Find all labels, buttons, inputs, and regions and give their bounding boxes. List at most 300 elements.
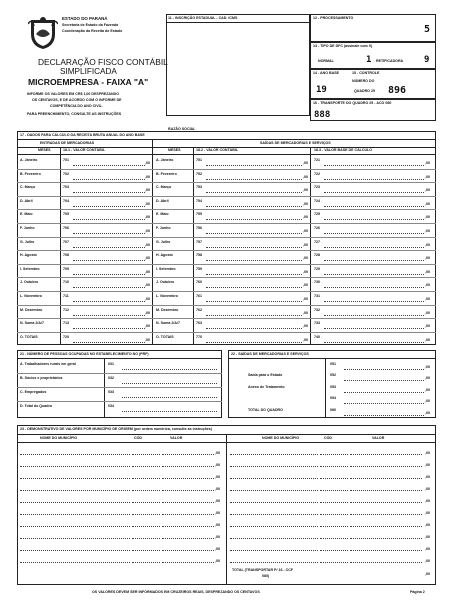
municipio-code-field[interactable] — [132, 526, 160, 527]
municipio-zero-2: ,00 — [425, 511, 430, 515]
base-calculo-zero: ,00 — [425, 229, 430, 233]
saida-month-label: M. Dezembro — [156, 307, 179, 312]
base-calculo-zero: ,00 — [425, 242, 430, 247]
saidas-row-code: 080 — [330, 407, 336, 412]
saidas-row-label: Anexo de Tratamento — [248, 384, 285, 389]
saida-value-field[interactable] — [206, 287, 302, 288]
municipio-code-field[interactable] — [132, 490, 160, 491]
municipio-name-field-2[interactable] — [230, 466, 318, 467]
entrada-month-label: E. Maio — [20, 212, 33, 217]
section22-title: 22 - SAÍDAS DE MERCADORIAS E SERVIÇOS — [231, 352, 309, 356]
section23-title: 23 - DEMONSTRATIVO DE VALORES POR MUNICÍPIO DE ORIGEM (por ordem numérica, consulte as instruções) — [20, 427, 212, 431]
municipio-value-field-2[interactable] — [350, 538, 422, 539]
entrada-code: 706 — [63, 226, 69, 230]
saidas-zero: ,00 — [425, 387, 430, 392]
entrada-code: 708 — [63, 253, 69, 258]
entrada-code: 703 — [63, 185, 69, 190]
saida-value-field[interactable] — [206, 206, 302, 207]
col-valor-contabil2: 18.2 - VALOR CONTÁBIL — [196, 148, 239, 152]
entrada-zero: ,00 — [145, 297, 150, 301]
total-label: TOTAL (TRANSPORTAR P/ 16 - CCF — [232, 568, 294, 572]
entrada-zero: ,00 — [145, 201, 150, 206]
saida-month-label: B. Fevereiro — [156, 171, 177, 176]
municipio-zero: ,00 — [215, 499, 220, 503]
municipio-value-field[interactable] — [162, 502, 214, 503]
entrada-value-field[interactable] — [73, 274, 145, 275]
base-calculo-code: 722 — [314, 171, 320, 176]
base-calculo-zero: ,00 — [425, 337, 430, 342]
row-divider — [17, 373, 222, 374]
municipio-zero: ,00 — [215, 559, 220, 563]
base-calculo-zero: ,00 — [425, 324, 430, 329]
entrada-code: 701 — [63, 158, 69, 162]
entrada-month-label: N. Soma 2/A/7 — [20, 321, 44, 326]
saidas-zero: ,00 — [425, 399, 430, 404]
entrada-code: 710 — [63, 280, 69, 285]
municipio-zero-2: ,00 — [425, 547, 430, 551]
base-calculo-field[interactable] — [324, 260, 424, 261]
saidas-row-code: 054 — [330, 396, 336, 401]
base-calculo-zero: ,00 — [425, 297, 430, 301]
base-calculo-code: 724 — [314, 198, 320, 203]
municipio-value-field-2[interactable] — [350, 562, 422, 563]
box13-label: 13 - TIPO DE DFC (assinale com X) — [313, 44, 373, 48]
row-divider — [17, 196, 436, 197]
saidas-value-field[interactable] — [344, 380, 424, 381]
municipio-value-field[interactable] — [162, 538, 214, 539]
entrada-month-label: B. Fevereiro — [20, 171, 41, 176]
saida-month-label: D. Abril — [156, 198, 169, 203]
box11-label: 11 - INSCRIÇÃO ESTADUAL - CAD. ICMS — [168, 16, 238, 20]
base-calculo-field[interactable] — [324, 233, 424, 234]
municipio-value-field[interactable] — [162, 478, 214, 479]
base-calculo-code: 723 — [314, 185, 320, 190]
entrada-value-field[interactable] — [73, 233, 145, 234]
municipio-name-field[interactable] — [20, 526, 130, 527]
saida-value-field[interactable] — [206, 328, 302, 329]
col-nome-municipio2: NOME DO MUNICÍPIO — [262, 436, 300, 440]
base-calculo-field[interactable] — [324, 165, 424, 166]
base-calculo-field[interactable] — [324, 206, 424, 207]
saida-code: 770 — [196, 334, 202, 339]
entrada-value-field[interactable] — [73, 247, 145, 248]
entrada-zero: ,00 — [145, 310, 150, 315]
footer-text: OS VALORES DEVEM SER INFORMADOS EM CRUZEIROS REAIS, DESPREZANDO OS CENTAVOS — [92, 590, 260, 594]
saidas-value-field[interactable] — [344, 415, 424, 416]
entrada-month-label: G. Julho — [20, 239, 35, 244]
saida-value-field[interactable] — [206, 342, 302, 343]
base-calculo-zero: ,00 — [425, 283, 430, 288]
municipio-code-field[interactable] — [132, 514, 160, 515]
pessoas-value-field[interactable] — [122, 369, 217, 370]
municipio-zero-2: ,00 — [425, 463, 430, 467]
row-divider — [17, 223, 436, 224]
municipio-code-field-2[interactable] — [320, 526, 348, 527]
saida-code: 753 — [196, 185, 202, 190]
form-title-line3: MICROEMPRESA - FAIXA "A" — [28, 77, 149, 87]
base-calculo-code: 728 — [314, 253, 320, 258]
saidas-header: SAÍDAS DE MERCADORIAS E SERVIÇOS — [260, 141, 331, 145]
base-calculo-zero: ,00 — [425, 161, 430, 165]
municipio-value-field[interactable] — [162, 526, 214, 527]
base-calculo-zero: ,00 — [425, 201, 430, 206]
municipio-zero: ,00 — [215, 487, 220, 491]
entrada-value-field[interactable] — [73, 287, 145, 288]
saidas-row-code: 051 — [330, 362, 336, 366]
saidas-row-code: 052 — [330, 373, 336, 378]
saida-zero: ,00 — [303, 188, 308, 193]
pessoas-value-field[interactable] — [122, 411, 217, 412]
saida-value-field[interactable] — [206, 301, 302, 302]
row-divider — [17, 305, 436, 306]
municipio-code-field-2[interactable] — [320, 490, 348, 491]
municipio-name-field-2[interactable] — [230, 478, 318, 479]
entrada-zero: ,00 — [145, 229, 150, 233]
entrada-zero: ,00 — [145, 242, 150, 247]
entrada-zero: ,00 — [145, 174, 150, 179]
municipio-value-field-2[interactable] — [350, 478, 422, 479]
col-cod: CÓD — [134, 436, 142, 440]
pessoas-row-label: A. Trabalhadores rurais em geral — [20, 362, 76, 366]
entrada-code: 713 — [63, 321, 69, 326]
entrada-code: 720 — [63, 334, 69, 339]
municipio-code-field-2[interactable] — [320, 502, 348, 503]
municipio-value-field-2[interactable] — [350, 466, 422, 467]
base-calculo-zero: ,00 — [425, 174, 430, 179]
total-sub: 080) — [262, 574, 270, 578]
col-meses: MESES — [38, 148, 51, 152]
saida-month-label: L. Novembro — [156, 294, 178, 298]
saida-zero: ,00 — [303, 283, 308, 288]
col-valor-contabil: 18.1 - VALOR CONTÁBIL — [63, 148, 106, 152]
municipio-name-field-2[interactable] — [230, 538, 318, 539]
municipio-name-field[interactable] — [20, 454, 130, 455]
municipio-zero-2: ,00 — [425, 559, 430, 563]
base-calculo-code: 726 — [314, 226, 320, 230]
municipio-value-field[interactable] — [162, 562, 214, 563]
saida-zero: ,00 — [303, 297, 308, 301]
entrada-value-field[interactable] — [73, 179, 145, 180]
row-divider — [17, 318, 436, 319]
saida-month-label: E. Maio — [156, 212, 169, 217]
saida-code: 762 — [196, 307, 202, 312]
municipio-zero: ,00 — [215, 451, 220, 455]
base-calculo-field[interactable] — [324, 192, 424, 193]
coordenacao-name: Coordenação da Receita do Estado — [62, 29, 123, 33]
saida-month-label: G. Julho — [156, 239, 171, 244]
row-divider — [17, 264, 436, 265]
row-divider — [17, 250, 436, 251]
saida-code: 751 — [196, 158, 202, 162]
municipio-value-field-2[interactable] — [350, 454, 422, 455]
saida-month-label: A. Janeiro — [156, 158, 174, 162]
municipio-code-field[interactable] — [132, 562, 160, 563]
entrada-value-field[interactable] — [73, 165, 145, 166]
municipio-value-field-2[interactable] — [350, 514, 422, 515]
municipio-zero: ,00 — [215, 535, 220, 539]
controle-value: 896 — [388, 85, 407, 96]
entrada-value-field[interactable] — [73, 219, 145, 220]
municipio-code-field-2[interactable] — [320, 466, 348, 467]
municipio-name-field[interactable] — [20, 502, 130, 503]
entradas-header: ENTRADAS DE MERCADORIAS — [40, 141, 95, 145]
inscricao-box — [166, 14, 310, 116]
saida-month-label: J. Outubro — [156, 280, 175, 285]
row-divider — [17, 277, 436, 278]
municipio-name-field-2[interactable] — [230, 550, 318, 551]
entrada-value-field[interactable] — [73, 315, 145, 316]
base-calculo-zero: ,00 — [425, 256, 430, 261]
municipio-zero-2: ,00 — [425, 451, 430, 455]
saida-value-field[interactable] — [206, 247, 302, 248]
saidas-value-field[interactable] — [344, 369, 424, 370]
base-calculo-code: 727 — [314, 239, 320, 244]
entrada-zero: ,00 — [145, 188, 150, 193]
saida-month-label: I. Setembro — [156, 266, 176, 271]
saidas-value-field[interactable] — [344, 403, 424, 404]
entrada-code: 711 — [63, 294, 69, 298]
municipio-value-field-2[interactable] — [350, 526, 422, 527]
row-divider — [17, 182, 436, 183]
entrada-month-label: D. Abril — [20, 198, 33, 203]
municipio-zero-2: ,00 — [425, 523, 430, 527]
municipio-code-field-2[interactable] — [320, 538, 348, 539]
municipio-zero: ,00 — [215, 475, 220, 479]
row-divider — [17, 401, 222, 402]
municipio-code-field-2[interactable] — [320, 550, 348, 551]
entrada-zero: ,00 — [145, 283, 150, 288]
entrada-code: 712 — [63, 307, 69, 312]
box16-value: 888 — [314, 110, 331, 120]
municipio-name-field-2[interactable] — [230, 526, 318, 527]
saida-month-label: N. Soma 2/A/7 — [156, 321, 180, 326]
municipio-name-field-2[interactable] — [230, 490, 318, 491]
entrada-month-label: I. Setembro — [20, 266, 40, 271]
saida-code: 752 — [196, 171, 202, 176]
municipio-zero-2: ,00 — [425, 499, 430, 503]
municipio-value-field[interactable] — [162, 514, 214, 515]
entrada-code: 704 — [63, 198, 69, 203]
numero-label2: QUADRO 25 — [354, 89, 375, 93]
form-title-line2: SIMPLIFICADA — [60, 67, 117, 76]
col-valor: VALOR — [170, 436, 183, 440]
col-valor-base: 18.3 - VALOR BASE DE CÁLCULO — [314, 148, 373, 152]
page-number: Página 2 — [410, 590, 425, 594]
saida-month-label: H. Agosto — [156, 253, 173, 258]
municipio-zero-2: ,00 — [425, 475, 430, 479]
base-calculo-field[interactable] — [324, 301, 424, 302]
municipio-code-field[interactable] — [132, 466, 160, 467]
municipio-name-field-2[interactable] — [230, 502, 318, 503]
entrada-month-label: A. Janeiro — [20, 158, 38, 162]
saida-value-field[interactable] — [206, 192, 302, 193]
entrada-zero: ,00 — [145, 161, 150, 165]
saida-value-field[interactable] — [206, 260, 302, 261]
entrada-month-label: J. Outubro — [20, 280, 39, 285]
saida-zero: ,00 — [303, 215, 308, 220]
base-calculo-code: 729 — [314, 266, 320, 271]
instruction-line4: PARA PREENCHIMENTO, CONSULTE AS INSTRUÇÕES — [27, 112, 122, 116]
saida-value-field[interactable] — [206, 315, 302, 316]
municipio-name-field[interactable] — [20, 478, 130, 479]
municipio-name-field-2[interactable] — [230, 514, 318, 515]
base-calculo-code: 732 — [314, 307, 320, 312]
base-calculo-field[interactable] — [324, 287, 424, 288]
total-zero: ,00 — [425, 572, 430, 576]
base-calculo-field[interactable] — [324, 342, 424, 343]
section21-title: 21 - NÚMERO DE PESSOAS OCUPADAS NO ESTABELECIMENTO NO (PRF) — [20, 352, 149, 356]
entrada-value-field[interactable] — [73, 260, 145, 261]
municipio-code-field-2[interactable] — [320, 478, 348, 479]
municipio-name-field[interactable] — [20, 514, 130, 515]
saida-month-label: C. Março — [156, 185, 172, 190]
municipio-zero-2: ,00 — [425, 487, 430, 491]
saida-code: 760 — [196, 280, 202, 285]
row-divider — [17, 209, 436, 210]
saidas-zero: ,00 — [425, 410, 430, 415]
municipio-value-field-2[interactable] — [350, 490, 422, 491]
municipio-value-field-2[interactable] — [350, 502, 422, 503]
pessoas-row-code: 034 — [108, 404, 114, 408]
saida-code: 755 — [196, 212, 202, 217]
entrada-zero: ,00 — [145, 256, 150, 261]
entrada-month-label: L. Novembro — [20, 294, 42, 298]
row-divider — [17, 169, 436, 170]
saida-zero: ,00 — [303, 310, 308, 315]
row-divider — [17, 237, 436, 238]
saida-value-field[interactable] — [206, 233, 302, 234]
saida-code: 758 — [196, 253, 202, 258]
state-name: ESTADO DO PARANÁ — [62, 16, 108, 21]
municipio-zero: ,00 — [215, 523, 220, 527]
municipio-code-field[interactable] — [132, 550, 160, 551]
base-calculo-field[interactable] — [324, 247, 424, 248]
instruction-line2: OS CENTAVOS, E DE ACORDO COM O INFORME DE — [32, 98, 122, 102]
base-calculo-zero: ,00 — [425, 269, 430, 274]
saidas-row-code: 053 — [330, 384, 336, 389]
municipio-name-field[interactable] — [20, 538, 130, 539]
retificadora-label: RETIFICADORA — [376, 59, 404, 63]
base-calculo-field[interactable] — [324, 219, 424, 220]
saida-zero: ,00 — [303, 256, 308, 261]
retificadora-checkbox[interactable]: 9 — [424, 55, 430, 65]
normal-checkbox[interactable]: 1 — [366, 55, 372, 65]
entrada-value-field[interactable] — [73, 342, 145, 343]
saida-zero: ,00 — [303, 201, 308, 206]
municipio-name-field[interactable] — [20, 490, 130, 491]
saida-code: 761 — [196, 294, 202, 298]
entrada-month-label: H. Agosto — [20, 253, 37, 258]
saida-value-field[interactable] — [206, 274, 302, 275]
base-calculo-field[interactable] — [324, 179, 424, 180]
ano-base-prefix: 19 — [316, 85, 327, 95]
box12-value: 5 — [424, 24, 431, 35]
entrada-code: 705 — [63, 212, 69, 217]
numero-label: NÚMERO DO — [352, 79, 375, 83]
municipio-name-field[interactable] — [20, 466, 130, 467]
base-calculo-code: 721 — [314, 158, 320, 162]
municipio-name-field[interactable] — [20, 550, 130, 551]
pessoas-row-code: 031 — [108, 362, 114, 366]
saida-zero: ,00 — [303, 161, 308, 165]
municipio-code-field-2[interactable] — [320, 454, 348, 455]
municipio-name-field-2[interactable] — [230, 454, 318, 455]
saida-month-label: F. Junho — [156, 226, 171, 230]
base-calculo-code: 740 — [314, 334, 320, 339]
pessoas-row-code: 033 — [108, 390, 114, 394]
municipio-value-field-2[interactable] — [350, 550, 422, 551]
municipio-code-field[interactable] — [132, 502, 160, 503]
entrada-value-field[interactable] — [73, 301, 145, 302]
saida-value-field[interactable] — [206, 219, 302, 220]
saida-month-label: O. TOTAIS — [156, 334, 174, 339]
saida-code: 763 — [196, 321, 202, 326]
base-calculo-field[interactable] — [324, 315, 424, 316]
base-calculo-code: 731 — [314, 294, 320, 298]
entrada-value-field[interactable] — [73, 206, 145, 207]
section17-table — [17, 131, 436, 345]
base-calculo-zero: ,00 — [425, 310, 430, 315]
section17-title: 17 - DADOS PARA CÁLCULO DA RECEITA BRUTA ANUAL DO ANO BASE — [20, 133, 145, 137]
saida-value-field[interactable] — [206, 179, 302, 180]
pessoas-value-field[interactable] — [122, 397, 217, 398]
saidas-row-label: Saída para o Estado — [248, 373, 283, 378]
pessoas-row-label: D. Total do Quadro — [20, 404, 53, 408]
instruction-line1: INFORME OS VALORES EM CR$ 1,00 DESPREZANDO — [27, 92, 119, 96]
municipio-value-field[interactable] — [162, 550, 214, 551]
entrada-month-label: C. Março — [20, 185, 36, 190]
saida-zero: ,00 — [303, 229, 308, 233]
municipio-zero-2: ,00 — [425, 535, 430, 539]
municipio-value-field[interactable] — [162, 466, 214, 467]
saida-code: 759 — [196, 266, 202, 271]
base-calculo-zero: ,00 — [425, 215, 430, 220]
normal-label: NORMAL — [318, 59, 334, 63]
box15-label: 15 - CONTROLE — [352, 71, 380, 75]
saidas-row-label: TOTAL DO QUADRO — [248, 407, 283, 412]
parana-coat-of-arms-icon — [28, 16, 58, 50]
municipio-code-field-2[interactable] — [320, 562, 348, 563]
municipio-code-field[interactable] — [132, 454, 160, 455]
municipio-name-field-2[interactable] — [230, 562, 318, 563]
municipio-value-field[interactable] — [162, 490, 214, 491]
entrada-zero: ,00 — [145, 215, 150, 220]
pessoas-row-label: B. Sócios e proprietários — [20, 376, 63, 380]
base-calculo-code: 725 — [314, 212, 320, 217]
entrada-value-field[interactable] — [73, 192, 145, 193]
municipio-name-field[interactable] — [20, 562, 130, 563]
col-cod2: CÓD — [324, 436, 332, 440]
entrada-zero: ,00 — [145, 324, 150, 329]
saida-zero: ,00 — [303, 324, 308, 329]
municipio-code-field-2[interactable] — [320, 514, 348, 515]
col-meses2: MESES — [168, 148, 181, 152]
saida-value-field[interactable] — [206, 165, 302, 166]
municipio-code-field[interactable] — [132, 538, 160, 539]
saida-code: 754 — [196, 198, 202, 203]
base-calculo-field[interactable] — [324, 274, 424, 275]
base-calculo-field[interactable] — [324, 328, 424, 329]
entrada-value-field[interactable] — [73, 328, 145, 329]
secretaria-name: Secretaria de Estado da Fazenda — [62, 23, 119, 27]
entrada-month-label: O. TOTAIS — [20, 334, 38, 339]
municipio-value-field[interactable] — [162, 454, 214, 455]
pessoas-row-label: C. Empregados — [20, 390, 47, 394]
saidas-value-field[interactable] — [344, 392, 424, 393]
municipio-code-field[interactable] — [132, 478, 160, 479]
pessoas-value-field[interactable] — [122, 383, 217, 384]
entrada-zero: ,00 — [145, 337, 150, 342]
